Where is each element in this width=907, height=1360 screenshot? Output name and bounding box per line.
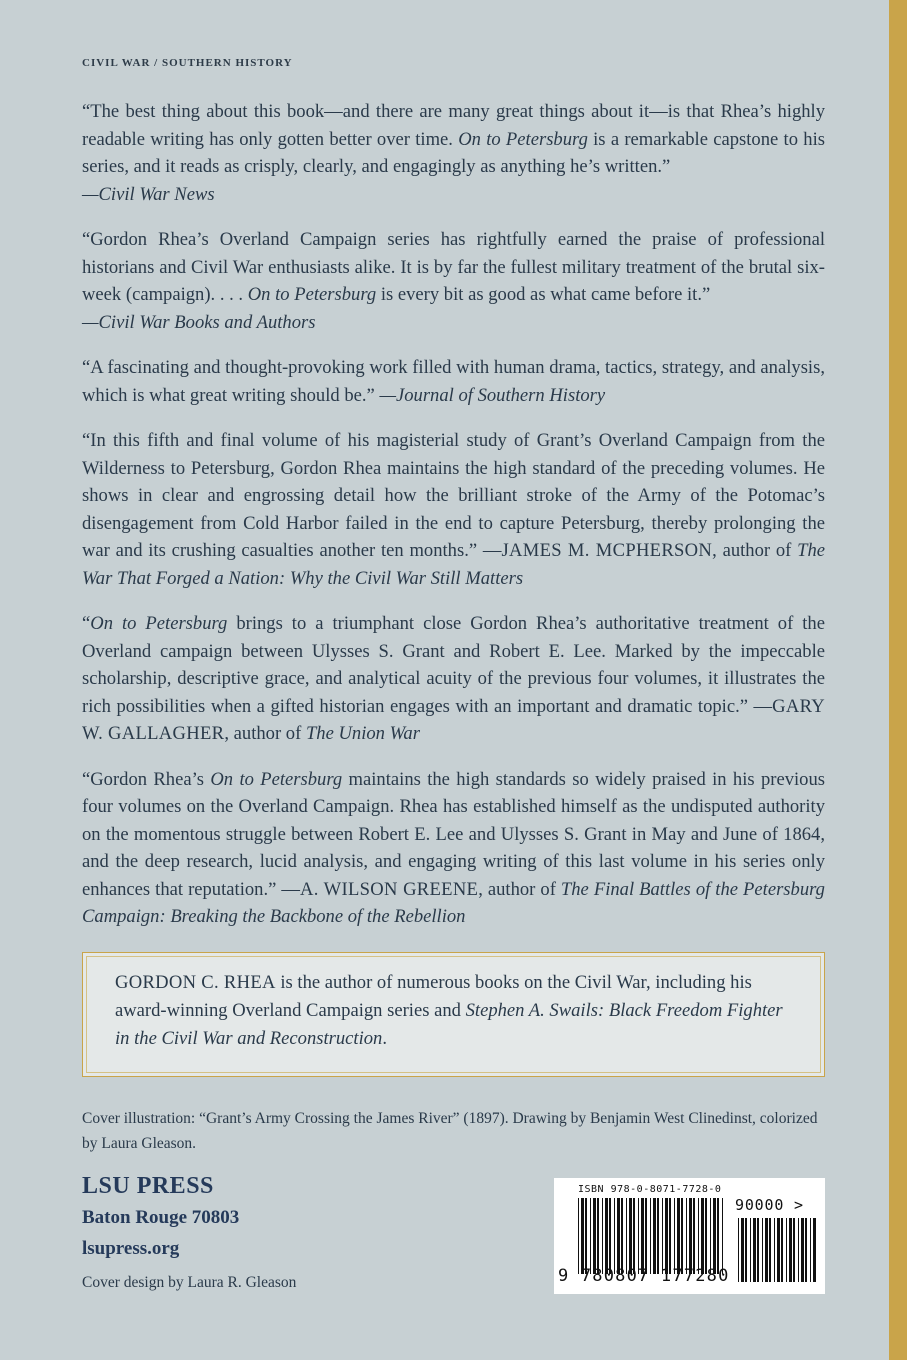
barcode-bar: [693, 1198, 695, 1274]
cover-illustration-credit: Cover illustration: “Grant’s Army Crossing the James River” (1897). Drawing by Benjamin West Clinedinst, colorized by Laura Gleason.: [82, 1110, 818, 1152]
publisher-city: Baton Rouge 70803: [82, 1207, 240, 1228]
barcode-bar: [681, 1198, 683, 1274]
author-bio: GORDON C. RHEA is the author of numerous books on the Civil War, including his award-winning Overland Campaign series and Stephen A. Swails: Black Freedom Fighter in the Civil War and Reconstruction.: [115, 972, 783, 1049]
barcode-bar: [621, 1198, 623, 1274]
barcode-bar: [805, 1218, 807, 1282]
barcode-bar: [750, 1218, 751, 1282]
barcode-bar: [762, 1218, 763, 1282]
barcode-bar: [657, 1198, 659, 1274]
quote-source: —Civil War Books and Authors: [82, 311, 316, 333]
barcode-bar: [609, 1198, 611, 1274]
barcode-bar: [786, 1218, 787, 1282]
reviewer-name: GARY W. GALLAGHER: [82, 695, 825, 744]
barcode-bar: [741, 1218, 744, 1282]
barcode-bar: [650, 1198, 651, 1274]
barcode-bar: [765, 1218, 768, 1282]
barcode-bar: [614, 1198, 615, 1274]
barcode-bar: [793, 1218, 795, 1282]
barcode-bar: [578, 1198, 579, 1274]
barcode-bar: [669, 1198, 671, 1274]
category-label: CIVIL WAR / SOUTHERN HISTORY: [82, 57, 293, 69]
reviewer-name: A. WILSON GREENE: [299, 878, 479, 900]
review-quote: “Gordon Rhea’s Overland Campaign series has rightfully earned the praise of professional historians and Civil War enthusiasts alike. It is by far the fullest military treatment of the brutal six-week (campaign). . . . On to Petersburg is every bit as good as what came before it.” —Civil War Books and Authors: [82, 229, 825, 333]
barcode-bar: [645, 1198, 647, 1274]
review-quote: “In this fifth and final volume of his magisterial study of Grant’s Overland Campaign from the Wilderness to Petersburg, Gordon Rhea maintains the high standard of the preceding volumes. He shows in clear and engrossing detail how the brilliant stroke of the Army of the Potomac’s disengagement from Cold Harbor failed in the end to capture Petersburg, thereby prolonging the war and its crushing casualties another ten months.” —JAMES M. MCPHERSON, author of The War That Forged a Nation: Why the Civil War Still Matters: [82, 430, 825, 589]
barcode-bar: [641, 1198, 644, 1274]
barcode-bar: [597, 1198, 599, 1274]
isbn-label: ISBN 978-0-8071-7728-0: [578, 1184, 722, 1195]
review-quote: “On to Petersburg brings to a triumphant close Gordon Rhea’s authoritative treatment of the Overland campaign between Ulysses S. Grant and Robert E. Lee. Marked by the impeccable scholarship, descriptive grace, and analytical acuity of the previous four volumes, it illustrates the rich possibilities when a gifted historian engages with an important and dramatic topic.” —GARY W. GALLAGHER, author of The Union War: [82, 613, 825, 744]
barcode-bar: [717, 1198, 719, 1274]
barcode-bar: [710, 1198, 711, 1274]
barcode-bar: [781, 1218, 783, 1282]
barcode-bar: [705, 1198, 707, 1274]
barcode-bar: [701, 1198, 704, 1274]
review-quote: “The best thing about this book—and there are many great things about it—is that Rhea’s highly readable writing has only gotten better over time. On to Petersburg is a remarkable capstone to his series, and it reads as crisply, clearly, and engagingly as anything he’s written.” —Civil War News: [82, 101, 825, 205]
isbn-barcode: [554, 1178, 825, 1294]
barcode-bar: [686, 1198, 687, 1274]
barcode-bar: [789, 1218, 792, 1282]
publisher-block: [82, 1170, 239, 1264]
barcode-addon: 90000 >: [735, 1196, 804, 1214]
barcode-bar: [722, 1198, 723, 1274]
barcode-bar: [757, 1218, 759, 1282]
barcode-bar: [638, 1198, 639, 1274]
barcode-bar: [581, 1198, 584, 1274]
author-name: GORDON C. RHEA: [115, 972, 276, 993]
review-quote: “Gordon Rhea’s On to Petersburg maintains the high standards so widely praised in his previous four volumes on the Overland Campaign. Rhea has established himself as the undisputed authority on the momentous struggle between Robert E. Lee and Ulysses S. Grant in May and June of 1864, and the deep research, lucid analysis, and engaging writing of this last volume in his series only enhances that reputation.” —A. WILSON GREENE, author of The Final Battles of the Petersburg Campaign: Breaking the Backbone of the Rebellion: [82, 768, 825, 927]
barcode-bar: [777, 1218, 780, 1282]
barcode-bar: [713, 1198, 716, 1274]
barcode-bar: [674, 1198, 675, 1274]
barcode-bar: [590, 1198, 591, 1274]
barcode-bar: [774, 1218, 775, 1282]
barcode-bar: [602, 1198, 603, 1274]
reviewer-book: The Final Battles of the Petersburg Campaign: Breaking the Backbone of the Rebellion: [82, 878, 825, 927]
gold-edge-strip: [889, 0, 907, 1360]
barcode-bar: [738, 1218, 739, 1282]
barcode-bar: [753, 1218, 756, 1282]
reviewer-name: JAMES M. MCPHERSON: [501, 540, 713, 561]
barcode-bar: [677, 1198, 680, 1274]
author-book: Stephen A. Swails: Black Freedom Fighter in the Civil War and Reconstruction: [115, 1000, 783, 1049]
review-quotes: [82, 98, 825, 949]
barcode-bar: [629, 1198, 632, 1274]
barcode-digits: 9 780807 177280: [558, 1266, 730, 1286]
barcode-bar: [605, 1198, 608, 1274]
barcode-bar: [633, 1198, 635, 1274]
barcode-bar: [801, 1218, 804, 1282]
barcode-bar: [593, 1198, 596, 1274]
publisher-url: lsupress.org: [82, 1238, 180, 1259]
quote-source: —Civil War News: [82, 183, 215, 205]
barcode-bar: [585, 1198, 587, 1274]
review-quote: “A fascinating and thought-provoking work filled with human drama, tactics, strategy, and analysis, which is what great writing should be.” —Journal of Southern History: [82, 357, 825, 406]
barcode-bar: [662, 1198, 663, 1274]
cover-design-credit: Cover design by Laura R. Gleason: [82, 1274, 297, 1291]
reviewer-book: The War That Forged a Nation: Why the Civil War Still Matters: [82, 540, 825, 589]
barcode-bar: [698, 1198, 699, 1274]
barcode-bar: [689, 1198, 692, 1274]
author-bio-box: [82, 952, 825, 1077]
barcode-bar: [653, 1198, 656, 1274]
quote-source: —Journal of Southern History: [379, 384, 606, 406]
barcode-bar: [798, 1218, 799, 1282]
publisher-name: LSU PRESS: [82, 1173, 214, 1199]
barcode-bar: [626, 1198, 627, 1274]
barcode-bar: [813, 1218, 816, 1282]
barcode-bar: [769, 1218, 771, 1282]
reviewer-book: The Union War: [305, 723, 420, 744]
barcode-bar: [810, 1218, 811, 1282]
barcode-bar: [617, 1198, 620, 1274]
barcode-bar: [665, 1198, 668, 1274]
barcode-bar: [745, 1218, 747, 1282]
